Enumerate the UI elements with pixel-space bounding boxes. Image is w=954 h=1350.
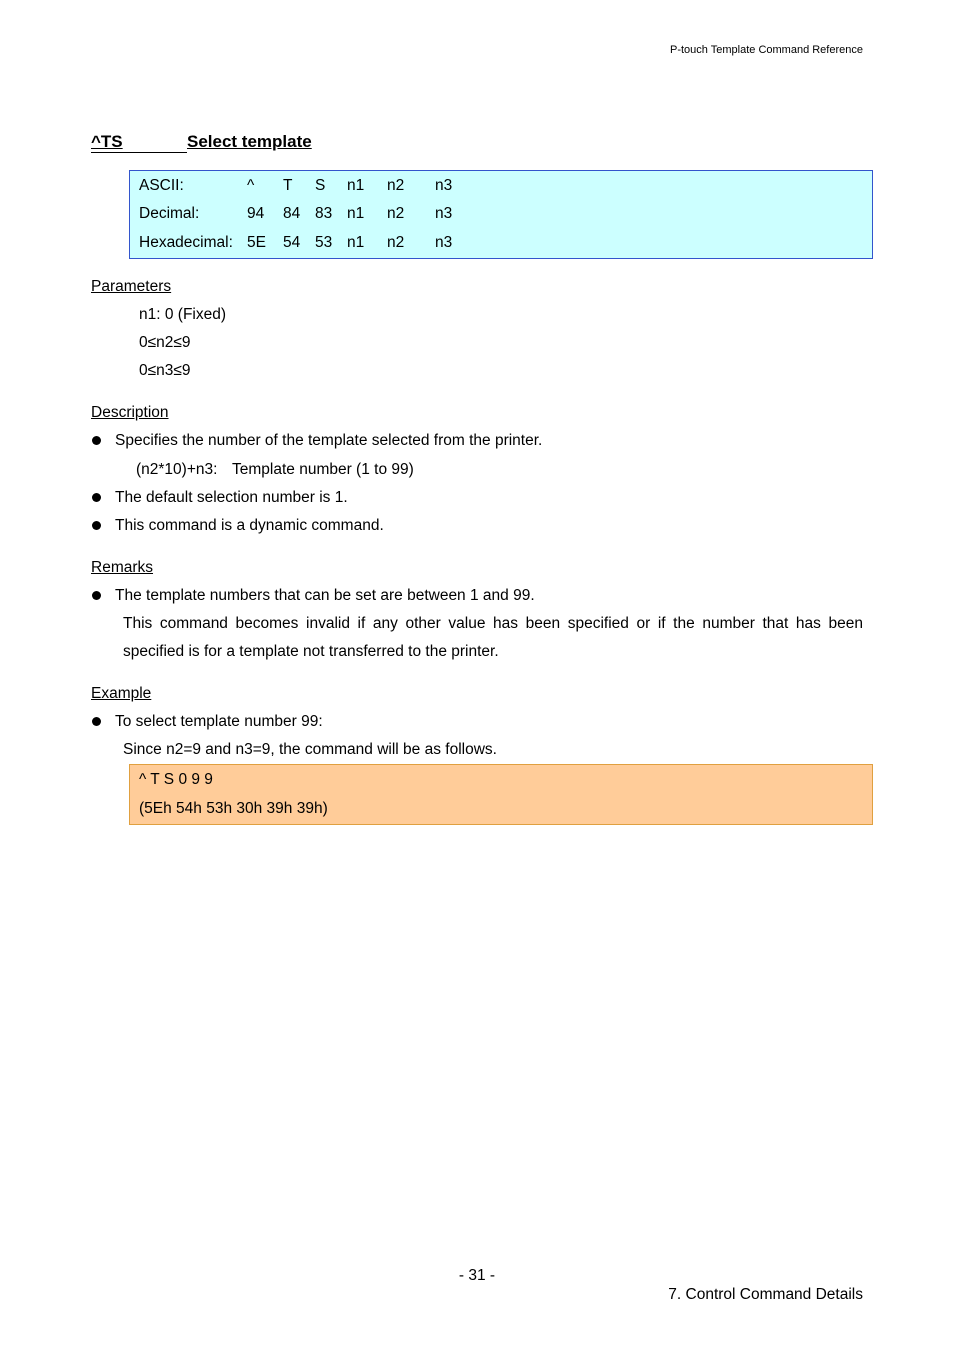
bullet-icon: [92, 521, 101, 530]
remarks-heading: Remarks: [91, 559, 154, 576]
cell-hex-1: 5E: [247, 234, 266, 251]
chapter-footer: 7. Control Command Details: [668, 1286, 863, 1303]
cell-ascii-6: n3: [435, 177, 453, 194]
cell-ascii-4: n1: [347, 177, 365, 194]
remarks-line-2: This command becomes invalid if any other value has been specified or if the number that has been: [123, 615, 863, 632]
page-number: - 31 -: [458, 1267, 496, 1284]
example-line-2: Since n2=9 and n3=9, the command will be as follows.: [123, 741, 497, 758]
row-label-decimal: Decimal:: [139, 205, 200, 222]
bullet-icon: [92, 493, 101, 502]
cell-hex-4: n1: [347, 234, 365, 251]
cell-ascii-2: T: [283, 177, 293, 194]
example-code-line-1: ^ T S 0 9 9: [139, 771, 213, 788]
page-header: P-touch Template Command Reference: [669, 44, 863, 56]
example-heading: Example: [91, 685, 152, 702]
example-bullet-1: To select template number 99:: [115, 713, 323, 730]
section-name: Select template: [187, 132, 312, 151]
row-label-hexadecimal: Hexadecimal:: [139, 234, 233, 251]
description-bullet-1: Specifies the number of the template selected from the printer.: [115, 432, 543, 449]
cell-hex-3: 53: [315, 234, 333, 251]
cell-decimal-6: n3: [435, 205, 453, 222]
title-underline-spacer: [91, 132, 187, 153]
cell-decimal-3: 83: [315, 205, 333, 222]
description-heading: Description: [91, 404, 169, 421]
command-table: [129, 170, 873, 259]
remarks-line-3: specified is for a template not transferred to the printer.: [123, 643, 499, 660]
parameters-heading: Parameters: [91, 278, 172, 295]
cell-ascii-3: S: [315, 177, 326, 194]
remarks-bullet-1: The template numbers that can be set are between 1 and 99.: [115, 587, 535, 604]
cell-hex-6: n3: [435, 234, 453, 251]
cell-ascii-5: n2: [387, 177, 405, 194]
cell-decimal-2: 84: [283, 205, 301, 222]
description-bullet-3: This command is a dynamic command.: [115, 517, 384, 534]
bullet-icon: [92, 591, 101, 600]
cell-ascii-1: ^: [247, 177, 255, 194]
cell-decimal-4: n1: [347, 205, 365, 222]
parameter-n2: 0≤n2≤9: [139, 334, 191, 351]
cell-hex-2: 54: [283, 234, 301, 251]
description-formula-left: (n2*10)+n3:: [136, 461, 218, 478]
bullet-icon: [92, 717, 101, 726]
bullet-icon: [92, 436, 101, 445]
section-command: ^TS: [91, 132, 123, 151]
row-label-ascii: ASCII:: [139, 177, 184, 194]
parameter-n3: 0≤n3≤9: [139, 362, 191, 379]
description-formula-right: Template number (1 to 99): [232, 461, 414, 478]
parameter-n1: n1: 0 (Fixed): [139, 306, 227, 323]
cell-decimal-5: n2: [387, 205, 405, 222]
description-bullet-2: The default selection number is 1.: [115, 489, 348, 506]
cell-decimal-1: 94: [247, 205, 265, 222]
example-code-line-2: (5Eh 54h 53h 30h 39h 39h): [139, 800, 328, 817]
cell-hex-5: n2: [387, 234, 405, 251]
